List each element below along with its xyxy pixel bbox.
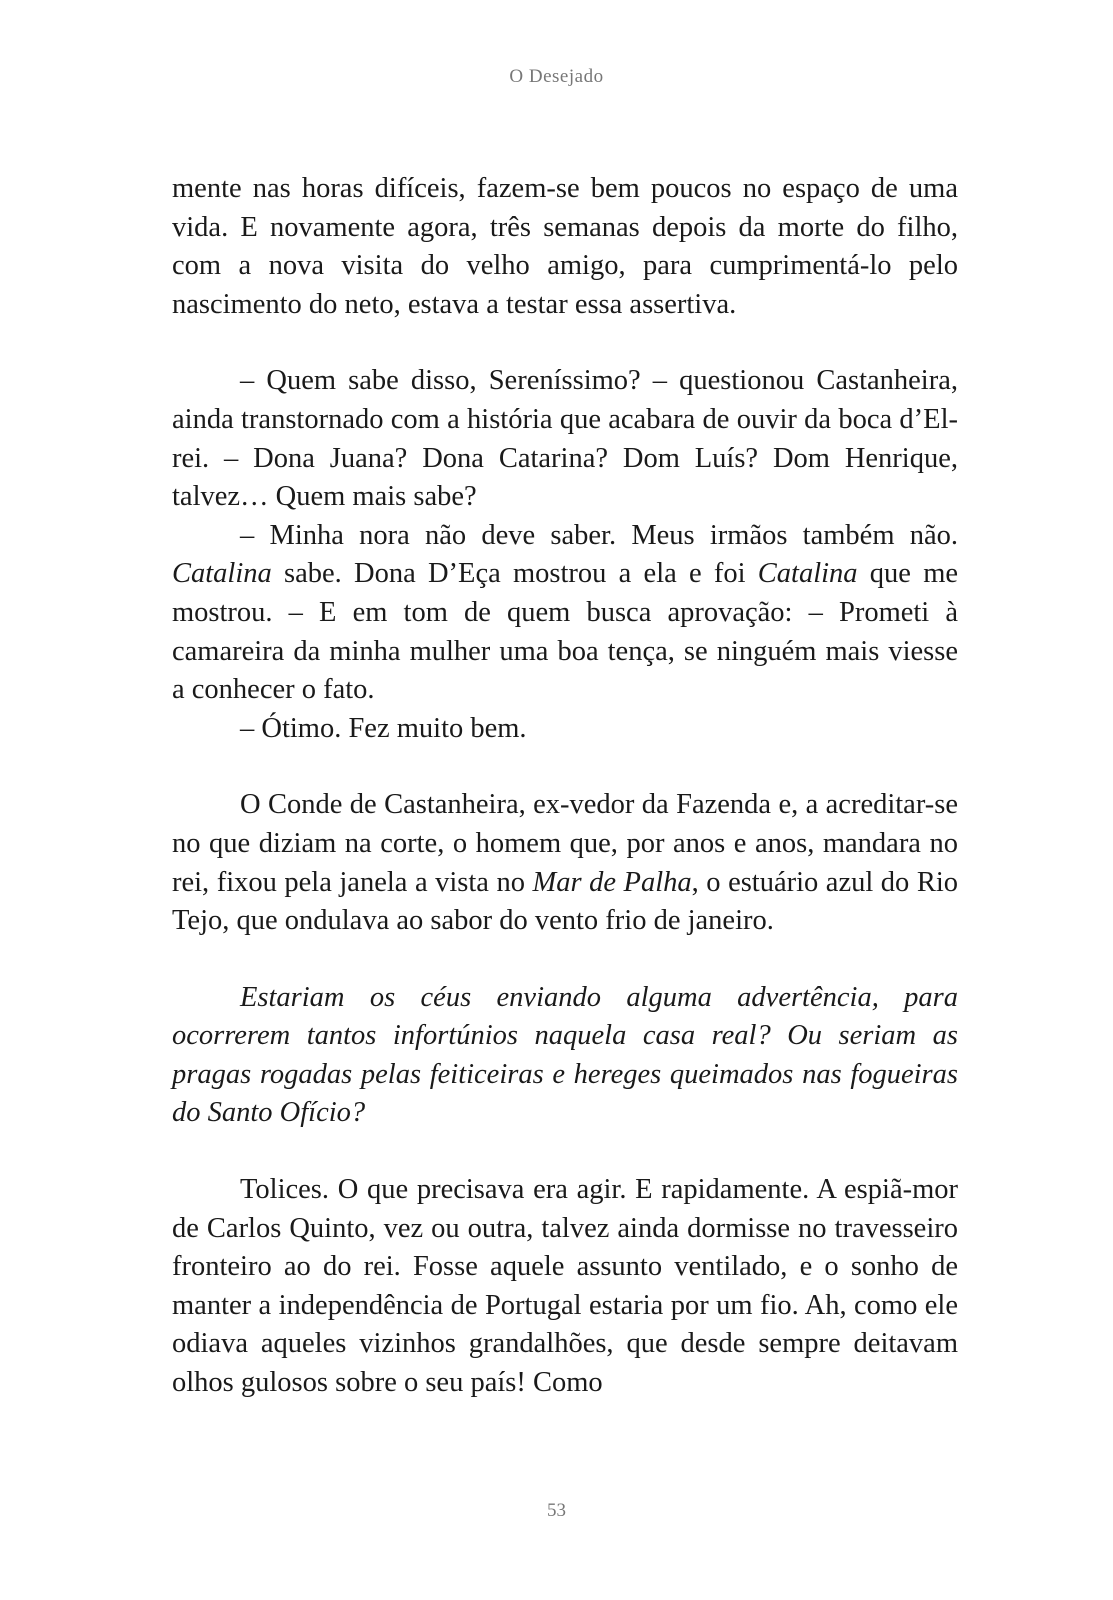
text-run: que me mostrou. – E em tom de quem busca aprovação: – Prometi à camareira da minha mulher uma boa tença, se ninguém mais viesse a conhecer o fato.: [172, 558, 959, 706]
text-run: – Minha nora não deve saber. Meus irmãos também não.: [240, 519, 958, 551]
text-run: O Conde de Castanheira, ex-vedor da Fazenda e, a acreditar-se no que diziam na corte, o homem que, por anos e anos, mandara no rei, fixou pela janela a vista no: [172, 789, 958, 898]
body-text: [172, 170, 958, 1403]
paragraph-6-italic: Estariam os céus enviando alguma advertência, para ocorrerem tantos infortúnios naquela casa real? Ou seriam as pragas rogadas pelas feiticeiras e hereges queimados nas fogueiras do Santo Ofício?: [172, 981, 958, 1129]
paragraph-1: mente nas horas difíceis, fazem-se bem poucos no espaço de uma vida. E novamente agora, três semanas depois da morte do filho, com a nova visita do velho amigo, para cumprimentá-lo pelo nascimento do neto, estava a testar essa assertiva.: [172, 173, 958, 320]
italic-name: Catalina: [172, 558, 272, 590]
paragraph-7: Tolices. O que precisava era agir. E rapidamente. A espiã-mor de Carlos Quinto, vez ou outra, talvez ainda dormisse no travesseiro fronteiro ao do rei. Fosse aquele assunto ventilado, e o sonho de manter a independência de Portugal estaria por um fio. Ah, como ele odiava aqueles vizinhos grandalhões, que desde sempre deitavam olhos gulosos sobre o seu país! Como: [172, 1174, 958, 1399]
paragraph-4: – Ótimo. Fez muito bem.: [240, 712, 527, 744]
page-number: 53: [547, 1500, 566, 1521]
italic-place: Mar de Palha: [532, 866, 692, 898]
text-run: sabe. Dona D’Eça mostrou a ela e foi: [271, 558, 758, 590]
paragraph-2: – Quem sabe disso, Sereníssimo? – questionou Castanheira, ainda transtornado com a história que acabara de ouvir da boca d’El-rei. – Dona Juana? Dona Catarina? Dom Luís? Dom Henrique, talvez… Quem mais sabe?: [172, 365, 958, 513]
running-head: O Desejado: [509, 66, 604, 87]
paragraph-5: [172, 786, 958, 940]
text-run: , o estuário azul do Rio Tejo, que ondulava ao sabor do vento frio de janeiro.: [172, 866, 959, 937]
italic-name: Catalina: [757, 558, 858, 590]
paragraph-3: [172, 517, 958, 710]
